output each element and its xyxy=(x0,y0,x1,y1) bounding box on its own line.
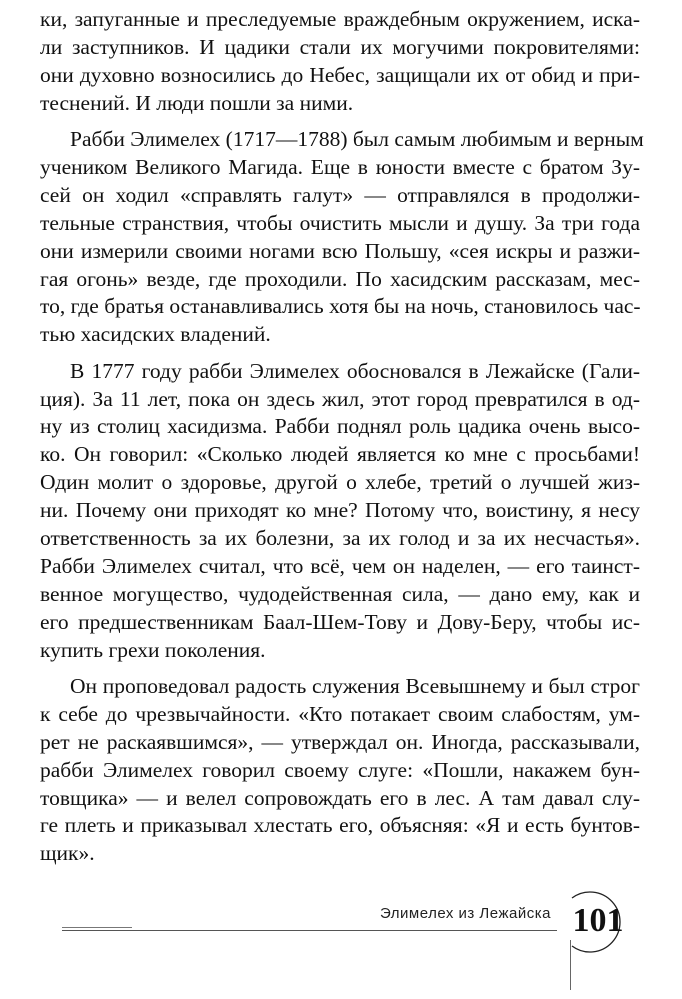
running-title: Элимелех из Лежайска xyxy=(380,905,551,922)
text-line: Он проповедовал радость служения Всевышнему и был строг xyxy=(70,673,640,698)
text-line: ответственность за их болезни, за их голод и за их несчастья». xyxy=(40,526,640,551)
text-line: сей он ходил «справлять галут» — отправлялся в продолжи- xyxy=(40,182,640,207)
text-line: тью хасидских владений. xyxy=(40,322,271,347)
page-number-badge xyxy=(562,890,626,954)
text-line: венное могущество, чудодейственная сила, — дано ему, как и xyxy=(40,581,640,606)
text-line: они духовно возносились до Небес, защищали их от обид и при- xyxy=(40,62,640,87)
text-line: его предшественникам Баал-Шем-Тову и Дову-Беру, чтобы ис- xyxy=(40,609,640,634)
text-line: ки, запуганные и преследуемые враждебным окружением, иска- xyxy=(40,7,640,31)
footer-rule-accent xyxy=(62,927,132,928)
text-line: учеником Великого Магида. Еще в юности вместе с братом Зу- xyxy=(40,154,640,179)
text-line: к себе до чрезвычайности. «Кто потакает своим слабостям, ум- xyxy=(40,701,640,726)
footer-vertical-rule xyxy=(570,940,571,990)
paragraph-gap xyxy=(40,664,640,673)
text-line: рабби Элимелех говорил своему слуге: «Пошли, накажем бун- xyxy=(40,757,640,782)
paragraph-gap xyxy=(40,349,640,358)
text-line: теснений. И люди пошли за ними. xyxy=(40,90,354,115)
text-line: Один молит о здоровье, другой о хлебе, третий о лучшей жиз- xyxy=(40,470,640,495)
paragraph-gap xyxy=(40,118,640,127)
text-line: Рабби Элимелех считал, что всё, чем он наделен, — его таинст- xyxy=(40,553,640,578)
paragraph xyxy=(40,358,640,665)
text-line: щик». xyxy=(40,841,95,866)
paragraph xyxy=(40,126,644,349)
paragraph xyxy=(40,6,640,118)
text-line: тельные странствия, чтобы очистить мысли и душу. За три года xyxy=(40,210,640,235)
text-line: ге плеть и приказывал хлестать его, объясняя: «Я и есть бунтов- xyxy=(40,813,640,838)
text-line: они измерили своими ногами всю Польшу, «сея искры и разжи- xyxy=(40,238,640,263)
text-line: ция). За 11 лет, пока он здесь жил, этот город превратился в од- xyxy=(40,386,640,411)
text-line: рет не раскаявшимся», — утверждал он. Иногда, рассказывали, xyxy=(40,729,640,754)
paragraph xyxy=(40,673,640,868)
text-line: ну из столиц хасидизма. Рабби поднял роль цадика очень высо- xyxy=(40,414,640,439)
text-line: ни. Почему они приходят ко мне? Потому что, воистину, я несу xyxy=(40,498,640,523)
text-line: то, где братья останавливались хотя бы на ночь, становилось час- xyxy=(40,294,641,319)
text-line: ко. Он говорил: «Сколько людей является ко мне с просьбами! xyxy=(40,442,640,467)
footer-rule xyxy=(62,930,557,931)
text-line: гая огонь» везде, где проходили. По хасидским рассказам, мес- xyxy=(40,266,640,291)
text-line: ли заступников. И цадики стали их могучими покровителями: xyxy=(40,34,640,59)
text-line: товщика» — и велел сопровождать его в лес. А там давал слу- xyxy=(40,785,640,810)
page-number: 101 xyxy=(572,902,624,939)
text-line: В 1777 году рабби Элимелех обосновался в Лежайске (Гали- xyxy=(70,358,640,383)
text-line: Рабби Элимелех (1717—1788) был самым любимым и верным xyxy=(70,127,644,152)
body-text xyxy=(40,6,644,868)
text-line: купить грехи поколения. xyxy=(40,637,266,662)
